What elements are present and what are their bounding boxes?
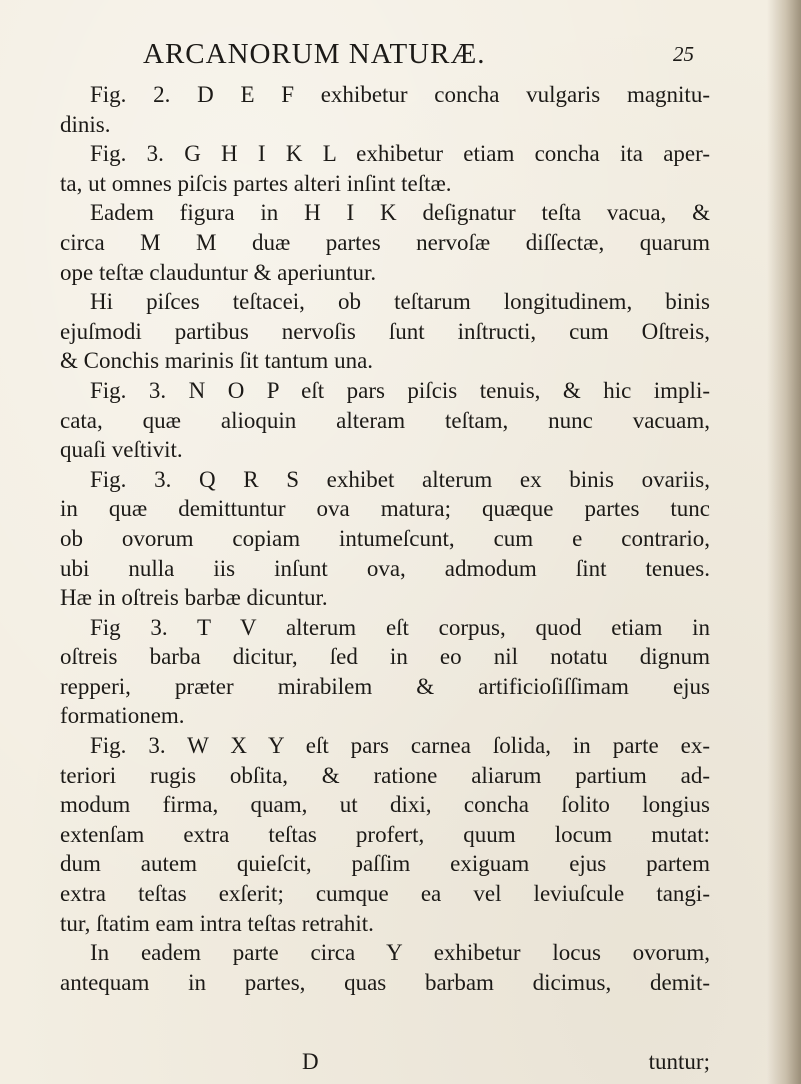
running-head: [143, 38, 703, 78]
text-line: ob ovorum copiam intumeſcunt, cum e contrario,: [60, 525, 710, 551]
text-line: quaſi veſtivit.: [60, 437, 183, 463]
text-line: dum autem quieſcit, paſſim exiguam ejus partem: [60, 851, 710, 877]
text-line: extenſam extra teſtas profert, quum locum mutat:: [60, 821, 710, 847]
text-line: repperi, præter mirabilem & artificioſiſſimam ejus: [60, 673, 710, 699]
page-footer: [60, 1049, 710, 1079]
text-line: Hi piſces teſtacei, ob teſtarum longitudinem, binis: [90, 289, 710, 315]
page-number: 25: [673, 42, 694, 66]
text-line: ejuſmodi partibus nervoſis ſunt inſtructi, cum Oſtreis,: [60, 318, 710, 344]
catchword: tuntur;: [648, 1049, 710, 1074]
text-line: Fig. 3. W X Y eſt pars carnea ſolida, in parte ex-: [90, 733, 710, 759]
body-text: [60, 80, 710, 997]
text-line: antequam in partes, quas barbam dicimus, demit-: [60, 969, 710, 995]
text-line: ta, ut omnes piſcis partes alteri inſint teſtæ.: [60, 170, 452, 196]
text-line: Hæ in oſtreis barbæ dicuntur.: [60, 585, 328, 611]
text-line: ope teſtæ clauduntur & aperiuntur.: [60, 259, 377, 285]
text-line: formationem.: [60, 703, 185, 729]
text-line: cata, quæ alioquin alteram teſtam, nunc vacuam,: [60, 407, 710, 433]
text-line: Fig. 3. G H I K L exhibetur etiam concha ita aper-: [90, 141, 710, 167]
text-line: Fig. 3. Q R S exhibet alterum ex binis ovariis,: [90, 466, 710, 492]
page-edge-shadow: [767, 0, 801, 1084]
text-line: tur, ſtatim eam intra teſtas retrahit.: [60, 910, 374, 936]
signature-mark: D: [302, 1049, 319, 1074]
text-line: in quæ demittuntur ova matura; quæque partes tunc: [60, 496, 710, 522]
text-line: extra teſtas exſerit; cumque ea vel leviuſcule tangi-: [60, 881, 710, 907]
text-line: Fig 3. T V alterum eſt corpus, quod etiam in: [90, 614, 710, 640]
text-line: circa M M duæ partes nervoſæ diſſectæ, quarum: [60, 229, 710, 255]
text-line: teriori rugis obſita, & ratione aliarum partium ad-: [60, 762, 710, 788]
text-line: & Conchis marinis ſit tantum una.: [60, 348, 374, 374]
running-title: ARCANORUM NATURÆ.: [143, 38, 486, 70]
text-line: modum firma, quam, ut dixi, concha ſolito longius: [60, 792, 710, 818]
text-line: dinis.: [60, 111, 111, 137]
text-line: oſtreis barba dicitur, ſed in eo nil notatu dignum: [60, 644, 710, 670]
text-line: Fig. 2. D E F exhibetur concha vulgaris magnitu-: [90, 82, 710, 107]
text-line: In eadem parte circa Y exhibetur locus ovorum,: [90, 940, 710, 966]
text-line: Fig. 3. N O P eſt pars piſcis tenuis, & hic impli-: [90, 377, 710, 403]
text-line: Eadem figura in H I K deſignatur teſta vacua, &: [90, 200, 710, 226]
text-line: ubi nulla iis inſunt ova, admodum ſint tenues.: [60, 555, 710, 581]
